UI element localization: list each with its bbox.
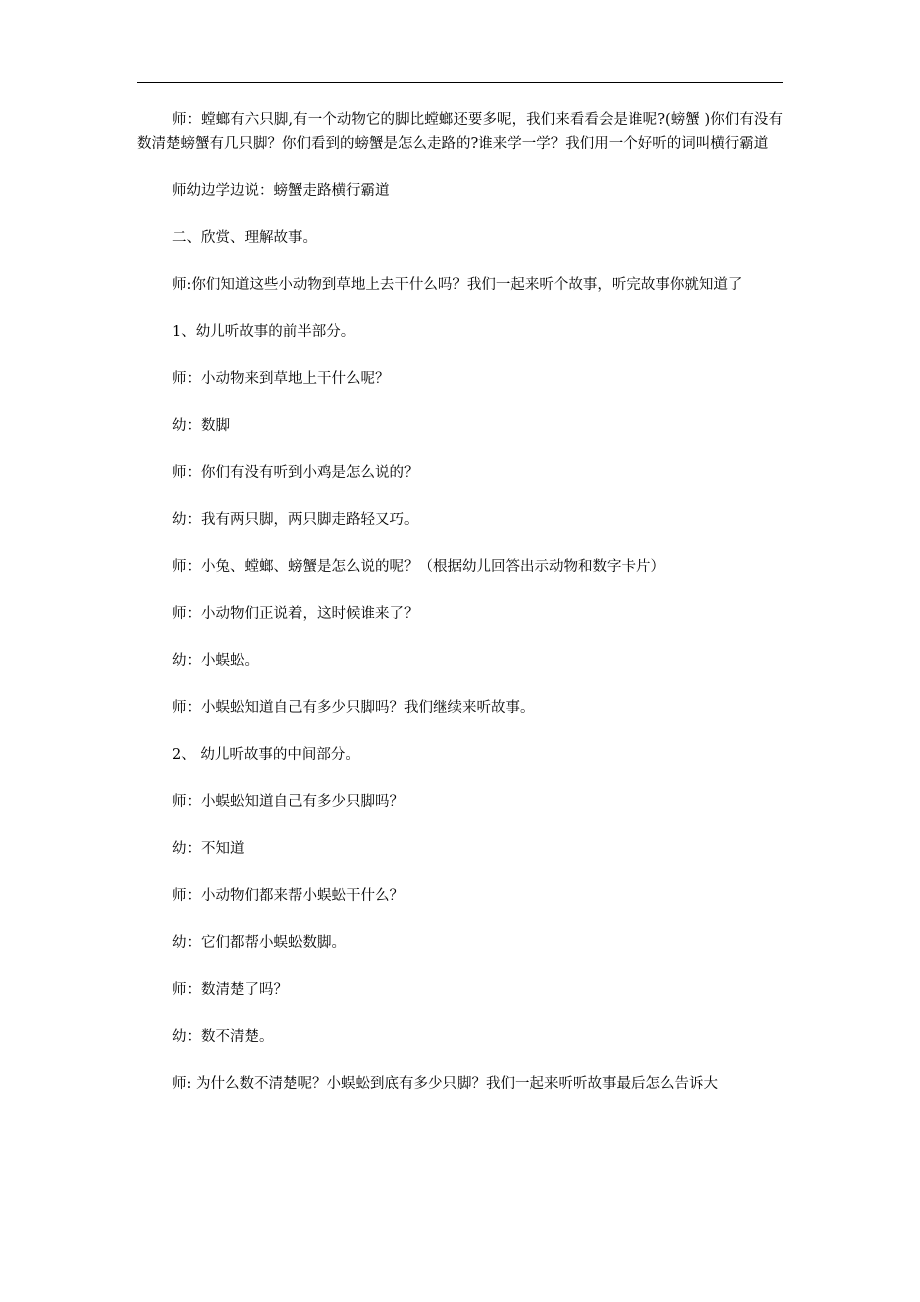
paragraph-7: 幼：数脚 [172, 418, 230, 434]
document-body [137, 108, 783, 1119]
paragraph-20: 幼：数不清楚。 [172, 1029, 274, 1045]
paragraph-12: 幼：小蜈蚣。 [172, 653, 259, 669]
paragraph-11: 师：小动物们正说着，这时候谁来了？ [172, 606, 419, 622]
paragraph-10: 师：小兔、螳螂、螃蟹是怎么说的呢？（根据幼儿回答出示动物和数字卡片） [172, 559, 665, 575]
paragraph-16: 幼：不知道 [172, 841, 245, 857]
paragraph-1: 师：螳螂有六只脚,有一个动物它的脚比螳螂还要多呢，我们来看看会是谁呢?(螃蟹 )你们有没有数清楚螃蟹有几只脚？你们看到的螃蟹是怎么走路的?谁来学一学？我们用一个好听的词叫横行霸道 [137, 112, 783, 152]
section-heading: 二、欣赏、理解故事。 [172, 230, 317, 246]
step-heading-1: 1、幼儿听故事的前半部分。 [172, 324, 356, 340]
paragraph-6: 师：小动物来到草地上干什么呢？ [172, 371, 390, 387]
paragraph-9: 幼：我有两只脚，两只脚走路轻又巧。 [172, 512, 419, 528]
header-rule [137, 82, 783, 83]
paragraph-13: 师：小蜈蚣知道自己有多少只脚吗？我们继续来听故事。 [172, 700, 535, 716]
paragraph-4: 师:你们知道这些小动物到草地上去干什么吗？我们一起来听个故事，听完故事你就知道了 [172, 277, 743, 293]
paragraph-19: 师：数清楚了吗？ [172, 982, 288, 998]
paragraph-15: 师：小蜈蚣知道自己有多少只脚吗？ [172, 794, 404, 810]
step-heading-2: 2、 幼儿听故事的中间部分。 [172, 747, 360, 763]
paragraph-2: 师幼边学边说：螃蟹走路横行霸道 [172, 183, 390, 199]
paragraph-17: 师：小动物们都来帮小蜈蚣干什么？ [172, 888, 404, 904]
paragraph-18: 幼：它们都帮小蜈蚣数脚。 [172, 935, 346, 951]
paragraph-8: 师：你们有没有听到小鸡是怎么说的？ [172, 465, 419, 481]
paragraph-21: 师: 为什么数不清楚呢？小蜈蚣到底有多少只脚？我们一起来听听故事最后怎么告诉大 [172, 1076, 718, 1092]
